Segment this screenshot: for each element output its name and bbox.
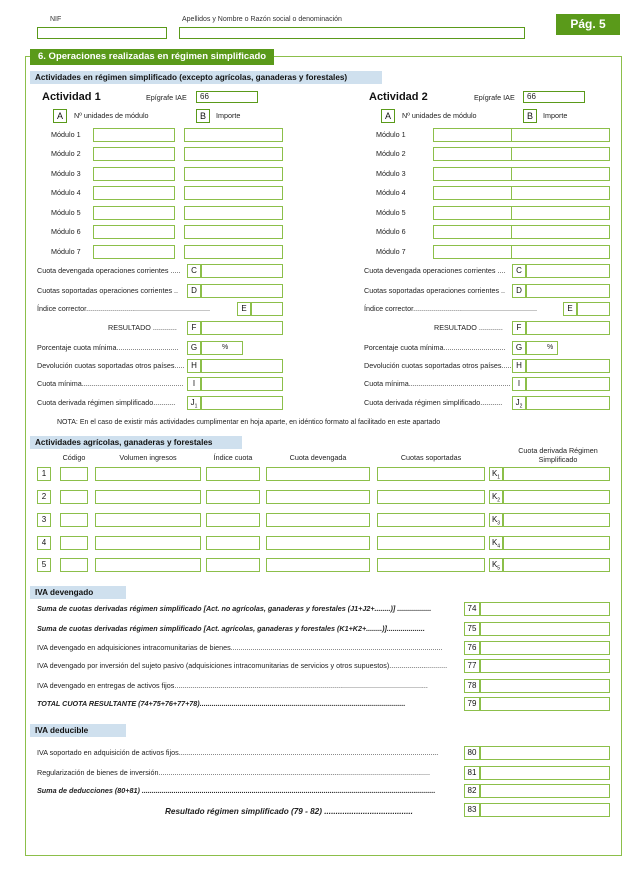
cuota-derivada-label-2: Cuota derivada régimen simplificado........... (364, 398, 503, 407)
modulo-unidades-field-2-4[interactable] (433, 186, 515, 200)
modulo-label-1-1: Módulo 1 (51, 130, 81, 139)
modulo-unidades-field-2-3[interactable] (433, 167, 515, 181)
cuotas-soportadas-field-1[interactable] (201, 284, 283, 298)
code-d-1: D (187, 284, 201, 298)
modulo-importe-field-2-2[interactable] (511, 147, 610, 161)
percent-sign: % (222, 344, 229, 351)
agricolas-cuota-derivada-field-4[interactable] (503, 536, 610, 550)
code-j2 (512, 396, 526, 410)
code-k-4 (489, 536, 503, 550)
cuota-derivada-label-1: Cuota derivada régimen simplificado........... (37, 398, 176, 407)
epigrafe-field-1[interactable]: 66 (196, 91, 258, 103)
modulo-unidades-field-1-2[interactable] (93, 147, 175, 161)
modulo-label-1-5: Módulo 5 (51, 208, 81, 217)
col-a-label-2: Nº unidades de módulo (402, 111, 477, 120)
agricolas-field-4-0[interactable] (60, 536, 88, 550)
modulo-label-2-2: Módulo 2 (376, 149, 406, 158)
modulo-unidades-field-1-3[interactable] (93, 167, 175, 181)
percent-sign-2: % (547, 344, 554, 351)
agricolas-field-5-0[interactable] (60, 558, 88, 572)
col-b-box-2: B (523, 109, 537, 123)
cuota-minima-label-1: Cuota mínima................................................... (37, 379, 184, 388)
code-h-1: H (187, 359, 201, 373)
agricolas-field-2-0[interactable] (60, 490, 88, 504)
porcentaje-field-2[interactable] (526, 341, 558, 355)
code-76: 76 (464, 641, 480, 655)
code-e-1: E (237, 302, 251, 316)
indice-corrector-label-2: Índice corrector.............................................................. (364, 304, 537, 313)
code-k-sub: 4 (497, 543, 501, 550)
agricolas-field-4-2[interactable] (206, 536, 260, 550)
modulo-importe-field-1-6[interactable] (184, 225, 283, 239)
modulo-unidades-field-2-2[interactable] (433, 147, 515, 161)
modulo-importe-field-2-6[interactable] (511, 225, 610, 239)
agricolas-cuota-derivada-field-3[interactable] (503, 513, 610, 527)
resultado-label-1: RESULTADO ............ (108, 323, 177, 332)
iva-field-82[interactable] (480, 784, 610, 798)
code-k-letter: K (491, 560, 498, 569)
code-77: 77 (464, 659, 480, 673)
code-k-sub: 2 (497, 497, 501, 504)
code-k-letter: K (491, 492, 498, 501)
iva-field-78[interactable] (480, 679, 610, 693)
actividad-2-title: Actividad 2 (369, 91, 428, 103)
modulo-importe-field-1-1[interactable] (184, 128, 283, 142)
code-j2-sub: 2 (519, 403, 523, 410)
cuota-derivada-field-1[interactable] (201, 396, 283, 410)
iva-row-label-81: Regularización de bienes de inversión........................................................................................................................................ (37, 768, 431, 777)
iva-row-label-74: Suma de cuotas derivadas régimen simplificado [Act. no agrícolas, ganaderas y forestales (J1+J2+........)] ................. (37, 604, 432, 613)
cuotas-soportadas-label-2: Cuotas soportadas operaciones corrientes .. (364, 286, 506, 295)
code-c-1: C (187, 264, 201, 278)
resultado-field-1[interactable] (201, 321, 283, 335)
agricolas-field-1-3[interactable] (266, 467, 370, 481)
code-k-sub: 5 (497, 565, 501, 572)
resultado-simplificado-label: Resultado régimen simplificado (79 - 82) ....................................... (165, 807, 413, 816)
code-i-2: I (512, 377, 526, 391)
iva-field-80[interactable] (480, 746, 610, 760)
agricolas-field-3-3[interactable] (266, 513, 370, 527)
iva-row-label-82: Suma de deducciones (80+81) ................................................................................................................................................... (37, 786, 436, 795)
cuota-devengada-field-1[interactable] (201, 264, 283, 278)
agricolas-row-number: 4 (37, 536, 51, 550)
devolucion-field-1[interactable] (201, 359, 283, 373)
modulo-unidades-field-2-6[interactable] (433, 225, 515, 239)
agricolas-field-1-2[interactable] (206, 467, 260, 481)
agricolas-cuota-derivada-field-5[interactable] (503, 558, 610, 572)
modulo-unidades-field-1-6[interactable] (93, 225, 175, 239)
col-b-box-1: B (196, 109, 210, 123)
modulo-unidades-field-2-7[interactable] (433, 245, 515, 259)
agricolas-field-1-1[interactable] (95, 467, 201, 481)
modulo-label-1-7: Módulo 7 (51, 247, 81, 256)
modulo-unidades-field-1-1[interactable] (93, 128, 175, 142)
agricolas-col-1: Volumen ingresos (119, 453, 177, 462)
modulo-label-1-6: Módulo 6 (51, 227, 81, 236)
agricolas-field-2-4[interactable] (377, 490, 485, 504)
nota-text: NOTA: En el caso de existir más actividades cumplimentar en hoja aparte, en idéntico formato al facilitado en este apartado (57, 419, 441, 426)
iva-row-label-79: TOTAL CUOTA RESULTANTE (74+75+76+77+78)....................................................................................................... (37, 699, 406, 708)
indice-corrector-label-1: Índice corrector.............................................................. (37, 304, 210, 313)
agricolas-col-3: Cuota devengada (289, 453, 347, 462)
modulo-importe-field-2-3[interactable] (511, 167, 610, 181)
code-74: 74 (464, 602, 480, 616)
iva-row-label-77: IVA devengado por inversión del sujeto pasivo (adquisiciones intracomunitarias de servicios y otros supuestos)............................. (37, 661, 448, 670)
iva-row-label-75: Suma de cuotas derivadas régimen simplificado [Act. agrícolas, ganaderas y forestales (K1+K2+........)]................... (37, 624, 425, 633)
resultado-label-2: RESULTADO ............ (434, 323, 503, 332)
modulo-unidades-field-1-4[interactable] (93, 186, 175, 200)
agricolas-col-0: Código (62, 453, 86, 462)
col-a-box-2: A (381, 109, 395, 123)
indice-corrector-field-2[interactable] (577, 302, 610, 316)
code-h-2: H (512, 359, 526, 373)
cuotas-soportadas-label-1: Cuotas soportadas operaciones corrientes .. (37, 286, 179, 295)
epigrafe-label-1: Epígrafe IAE (146, 93, 187, 102)
indice-corrector-field-1[interactable] (251, 302, 283, 316)
agricolas-field-2-2[interactable] (206, 490, 260, 504)
code-g-2: G (512, 341, 526, 355)
code-83: 83 (464, 803, 480, 817)
code-k-letter: K (491, 515, 498, 524)
modulo-importe-field-2-4[interactable] (511, 186, 610, 200)
modulo-unidades-field-2-5[interactable] (433, 206, 515, 220)
resultado-field-2[interactable] (526, 321, 610, 335)
modulo-label-2-1: Módulo 1 (376, 130, 406, 139)
code-j1-letter: J (190, 398, 195, 407)
modulo-label-2-7: Módulo 7 (376, 247, 406, 256)
iva-field-76[interactable] (480, 641, 610, 655)
modulo-unidades-field-1-5[interactable] (93, 206, 175, 220)
agricolas-field-3-2[interactable] (206, 513, 260, 527)
agricolas-cuota-derivada-field-1[interactable] (503, 467, 610, 481)
agricolas-field-4-1[interactable] (95, 536, 201, 550)
code-79: 79 (464, 697, 480, 711)
cuota-devengada-label-1: Cuota devengada operaciones corrientes ..... (37, 266, 181, 275)
iva-field-74[interactable] (480, 602, 610, 616)
iva-field-81[interactable] (480, 766, 610, 780)
iva-row-label-80: IVA soportado en adquisición de activos fijos.................................................................................................................................. (37, 748, 439, 757)
code-78: 78 (464, 679, 480, 693)
modulo-label-2-3: Módulo 3 (376, 169, 406, 178)
agricolas-field-3-0[interactable] (60, 513, 88, 527)
modulo-importe-field-1-7[interactable] (184, 245, 283, 259)
code-k-sub: 1 (497, 474, 501, 481)
band-iva-deducible: IVA deducible (30, 724, 126, 737)
agricolas-row-number: 2 (37, 490, 51, 504)
cuota-minima-field-2[interactable] (526, 377, 610, 391)
agricolas-col-5: Cuota derivada Régimen Simplificado (518, 446, 598, 464)
col-b-label-1: Importe (216, 111, 241, 120)
cuota-derivada-field-2[interactable] (526, 396, 610, 410)
modulo-unidades-field-1-7[interactable] (93, 245, 175, 259)
agricolas-col-4: Cuotas soportadas (400, 453, 462, 462)
modulo-importe-field-1-5[interactable] (184, 206, 283, 220)
iva-field-77[interactable] (480, 659, 610, 673)
col-a-label-1: Nº unidades de módulo (74, 111, 149, 120)
agricolas-field-5-1[interactable] (95, 558, 201, 572)
nombre-label: Apellidos y Nombre o Razón social o denominación (182, 16, 342, 23)
nif-field[interactable] (37, 27, 167, 39)
code-f-2: F (512, 321, 526, 335)
col-b-label-2: Importe (543, 111, 568, 120)
code-k-1 (489, 467, 503, 481)
agricolas-cuota-derivada-field-2[interactable] (503, 490, 610, 504)
modulo-importe-field-2-5[interactable] (511, 206, 610, 220)
agricolas-field-5-3[interactable] (266, 558, 370, 572)
code-g-1: G (187, 341, 201, 355)
modulo-importe-field-2-1[interactable] (511, 128, 610, 142)
code-k-3 (489, 513, 503, 527)
agricolas-field-4-3[interactable] (266, 536, 370, 550)
code-e-2: E (563, 302, 577, 316)
resultado-simplificado-field[interactable] (480, 803, 610, 817)
modulo-label-1-3: Módulo 3 (51, 169, 81, 178)
porcentaje-label-2: Porcentaje cuota mínima............................... (364, 343, 506, 352)
band-iva-devengado: IVA devengado (30, 586, 126, 599)
code-75: 75 (464, 622, 480, 636)
cuota-minima-label-2: Cuota mínima................................................... (364, 379, 511, 388)
code-f-1: F (187, 321, 201, 335)
nif-label: NIF (50, 16, 62, 23)
agricolas-field-3-1[interactable] (95, 513, 201, 527)
code-k-letter: K (491, 538, 498, 547)
code-81: 81 (464, 766, 480, 780)
section-title: 6. Operaciones realizadas en régimen simplificado (30, 49, 274, 65)
modulo-label-2-6: Módulo 6 (376, 227, 406, 236)
devolucion-field-2[interactable] (526, 359, 610, 373)
modulo-importe-field-1-4[interactable] (184, 186, 283, 200)
agricolas-field-1-4[interactable] (377, 467, 485, 481)
code-k-sub: 3 (497, 520, 501, 527)
band-agricolas: Actividades agrícolas, ganaderas y forestales (30, 436, 242, 449)
devolucion-label-1: Devolución cuotas soportadas otros países..... (37, 361, 185, 370)
modulo-label-2-5: Módulo 5 (376, 208, 406, 217)
modulo-label-2-4: Módulo 4 (376, 188, 406, 197)
agricolas-field-5-2[interactable] (206, 558, 260, 572)
code-j1 (187, 396, 201, 410)
devolucion-label-2: Devolución cuotas soportadas otros países..... (364, 361, 512, 370)
iva-row-label-78: IVA devengado en entregas de activos fijos............................................................................................................................... (37, 681, 428, 690)
cuotas-soportadas-field-2[interactable] (526, 284, 610, 298)
agricolas-row-number: 3 (37, 513, 51, 527)
agricolas-row-number: 1 (37, 467, 51, 481)
code-k-2 (489, 490, 503, 504)
agricolas-field-5-4[interactable] (377, 558, 485, 572)
col-a-box-1: A (53, 109, 67, 123)
iva-field-79[interactable] (480, 697, 610, 711)
modulo-label-1-4: Módulo 4 (51, 188, 81, 197)
iva-field-75[interactable] (480, 622, 610, 636)
code-i-1: I (187, 377, 201, 391)
actividad-1-title: Actividad 1 (42, 91, 101, 103)
epigrafe-label-2: Epígrafe IAE (474, 93, 515, 102)
code-j1-sub: 1 (194, 403, 198, 410)
agricolas-field-2-3[interactable] (266, 490, 370, 504)
modulo-importe-field-1-2[interactable] (184, 147, 283, 161)
code-82: 82 (464, 784, 480, 798)
porcentaje-label-1: Porcentaje cuota mínima............................... (37, 343, 179, 352)
band-simplificado: Actividades en régimen simplificado (excepto agrícolas, ganaderas y forestales) (30, 71, 382, 84)
code-d-2: D (512, 284, 526, 298)
cuota-minima-field-1[interactable] (201, 377, 283, 391)
modulo-unidades-field-2-1[interactable] (433, 128, 515, 142)
modulo-importe-field-1-3[interactable] (184, 167, 283, 181)
agricolas-col-2: Índice cuota (213, 453, 253, 462)
code-c-2: C (512, 264, 526, 278)
page-number-badge: Pág. 5 (556, 14, 620, 35)
code-k-letter: K (491, 469, 498, 478)
cuota-devengada-label-2: Cuota devengada operaciones corrientes .... (364, 266, 506, 275)
code-j2-letter: J (515, 398, 520, 407)
code-80: 80 (464, 746, 480, 760)
nombre-field[interactable] (179, 27, 525, 39)
iva-row-label-76: IVA devengado en adquisiciones intracomunitarias de bienes.......................................................................................................... (37, 643, 443, 652)
porcentaje-field-1[interactable] (201, 341, 243, 355)
agricolas-field-3-4[interactable] (377, 513, 485, 527)
agricolas-row-number: 5 (37, 558, 51, 572)
modulo-label-1-2: Módulo 2 (51, 149, 81, 158)
epigrafe-field-2[interactable]: 66 (523, 91, 585, 103)
agricolas-field-1-0[interactable] (60, 467, 88, 481)
code-k-5 (489, 558, 503, 572)
agricolas-field-2-1[interactable] (95, 490, 201, 504)
cuota-devengada-field-2[interactable] (526, 264, 610, 278)
agricolas-field-4-4[interactable] (377, 536, 485, 550)
modulo-importe-field-2-7[interactable] (511, 245, 610, 259)
